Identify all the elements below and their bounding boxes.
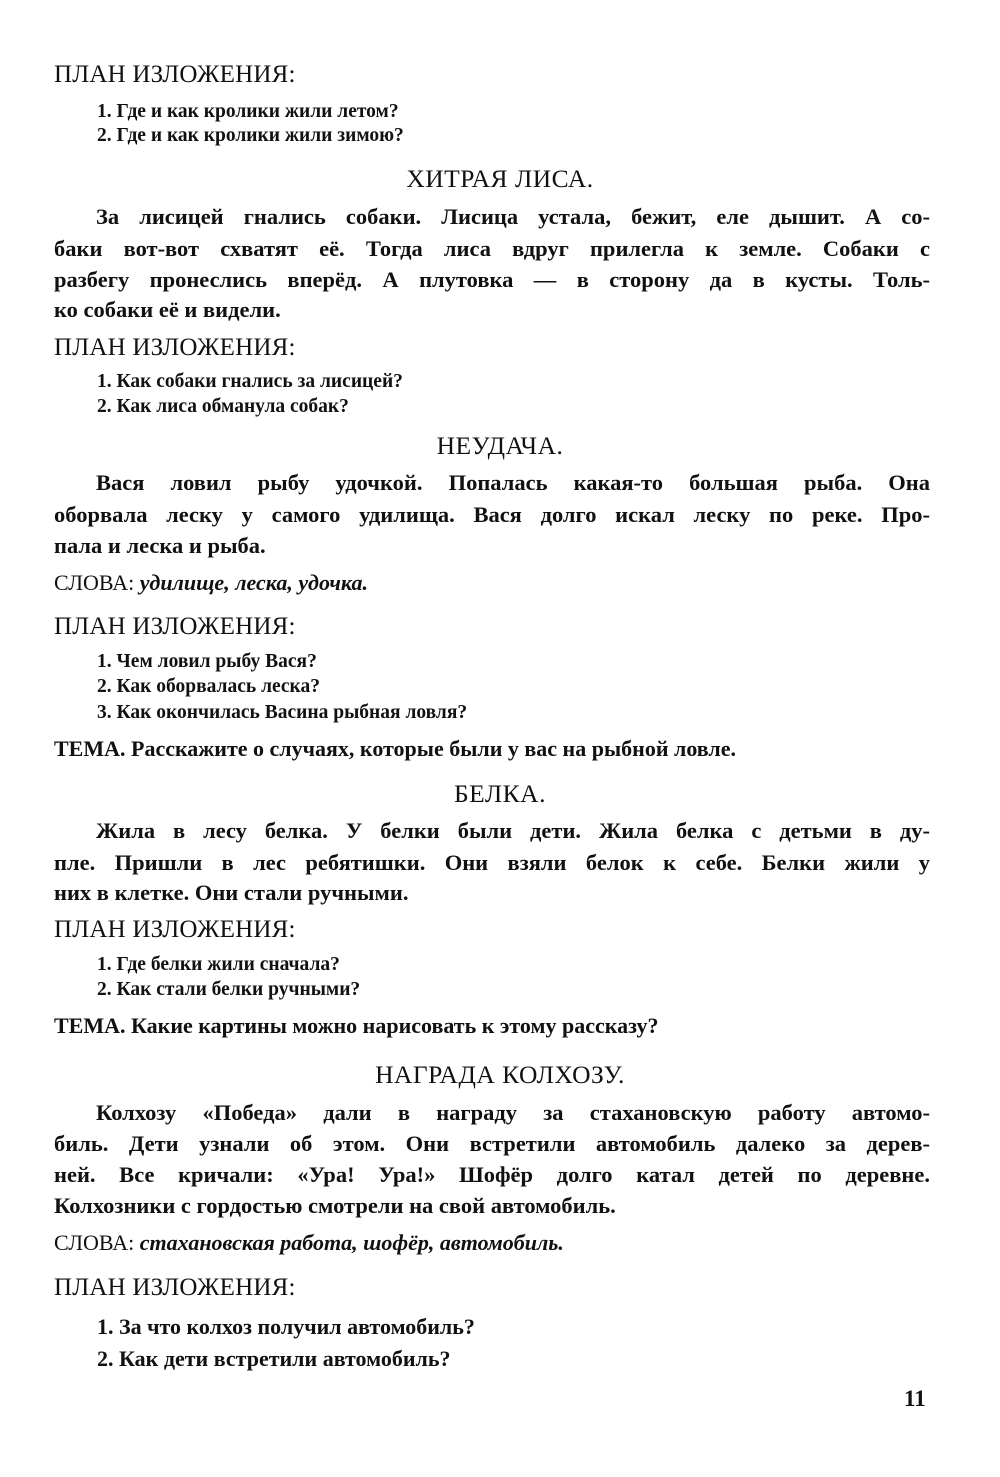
story-title: БЕЛКА. [454,779,546,808]
vocabulary-label: СЛОВА: [54,1230,135,1255]
theme-line: ТЕМА. Какие картины можно нарисовать к этому рассказу? [54,1013,659,1038]
story-line: биль. Дети узнали об этом. Они встретили автомобиль далеко за дерев- [54,1131,930,1156]
plan-item: 2. Как дети встретили автомобиль? [97,1346,451,1371]
story-title: ХИТРАЯ ЛИСА. [406,164,594,193]
story-line: Вася ловил рыбу удочкой. Попалась какая-то большая рыба. Она [96,470,930,495]
plan-item: 1. Чем ловил рыбу Вася? [97,651,317,672]
vocabulary-words: стахановская работа, шофёр, автомобиль. [139,1230,564,1255]
vocabulary-line [54,570,368,596]
vocabulary-line [54,1230,564,1256]
page-number: 11 [904,1386,926,1411]
plan-item: 1. Как собаки гнались за лисицей? [97,371,403,392]
plan-heading: ПЛАН ИЗЛОЖЕНИЯ: [54,1274,296,1301]
plan-heading: ПЛАН ИЗЛОЖЕНИЯ: [54,613,296,640]
plan-item: 2. Как лиса обманула собак? [97,396,349,417]
plan-heading: ПЛАН ИЗЛОЖЕНИЯ: [54,61,296,88]
story-title: НЕУДАЧА. [436,431,564,460]
story-line: Жила в лесу белка. У белки были дети. Жила белка с детьми в ду- [96,818,930,843]
plan-item: 2. Как оборвалась леска? [97,676,320,697]
plan-item: 1. Где и как кролики жили летом? [97,101,399,122]
story-line: Колхозники с гордостью смотрели на свой автомобиль. [54,1193,616,1218]
story-line: разбегу пронеслись вперёд. А плутовка — в сторону да в кусты. Толь- [54,267,930,292]
vocabulary-words: удилище, леска, удочка. [139,570,369,595]
plan-item: 2. Как стали белки ручными? [97,979,361,1000]
story-line: Колхозу «Победа» дали в награду за стахановскую работу автомо- [96,1100,930,1125]
story-title: НАГРАДА КОЛХОЗУ. [375,1060,625,1089]
story-line: баки вот-вот схватят её. Тогда лиса вдруг прилегла к земле. Собаки с [54,236,930,261]
story-line: оборвала леску у самого удилища. Вася долго искал леску по реке. Про- [54,502,930,527]
story-line: ко собаки её и видели. [54,297,281,322]
plan-item: 1. Где белки жили сначала? [97,954,340,975]
plan-heading: ПЛАН ИЗЛОЖЕНИЯ: [54,916,296,943]
vocabulary-label: СЛОВА: [54,570,135,595]
story-line: ней. Все кричали: «Ура! Ура!» Шофёр долго катал детей по деревне. [54,1162,930,1187]
plan-item: 1. За что колхоз получил автомобиль? [97,1314,475,1339]
theme-line: ТЕМА. Расскажите о случаях, которые были у вас на рыбной ловле. [54,736,736,761]
plan-item: 3. Как окончилась Васина рыбная ловля? [97,702,468,723]
story-line: них в клетке. Они стали ручными. [54,880,409,905]
story-line: За лисицей гнались собаки. Лисица устала, бежит, еле дышит. А со- [96,204,930,229]
story-line: пала и леска и рыба. [54,533,266,558]
plan-heading: ПЛАН ИЗЛОЖЕНИЯ: [54,334,296,361]
plan-item: 2. Где и как кролики жили зимою? [97,125,404,146]
story-line: пле. Пришли в лес ребятишки. Они взяли белок к себе. Белки жили у [54,850,930,875]
